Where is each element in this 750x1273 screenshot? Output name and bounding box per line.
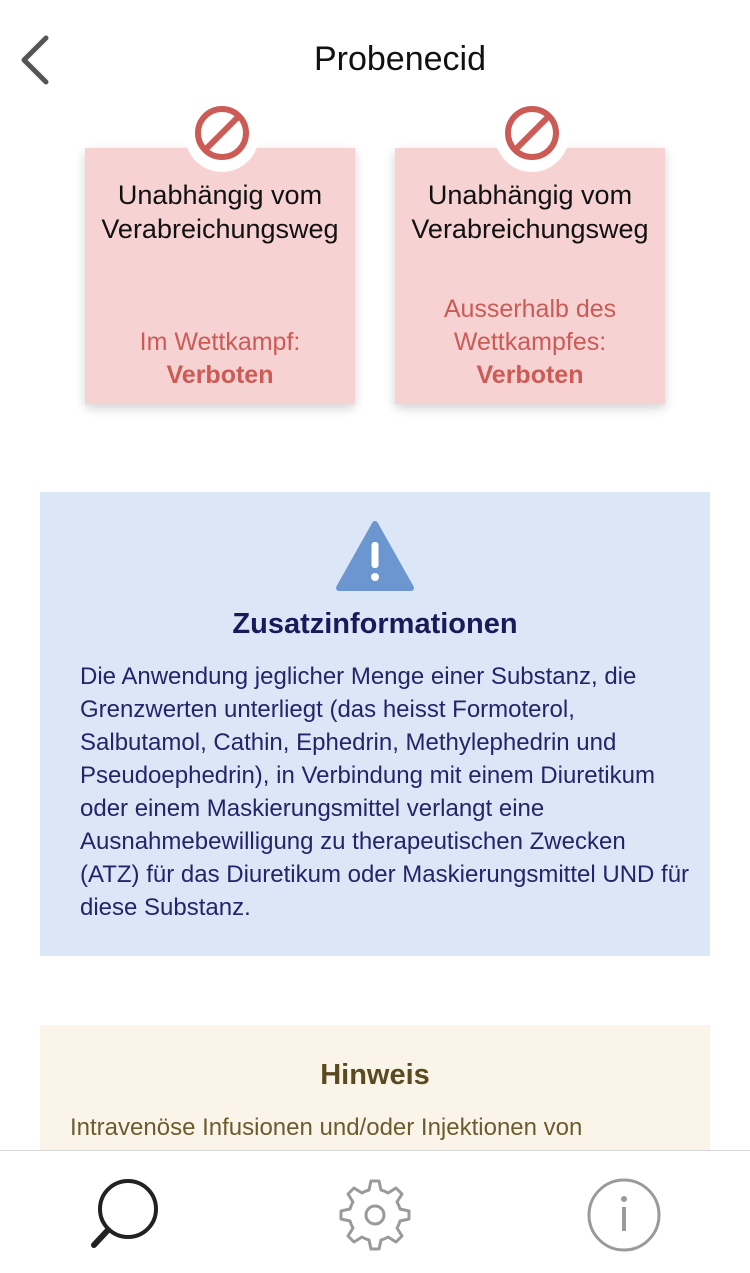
route-label: Unabhängig vom Verabreichungsweg xyxy=(411,180,649,244)
status-card-out-of-competition xyxy=(395,148,665,404)
page-title: Probenecid xyxy=(313,40,486,78)
warning-triangle-icon xyxy=(336,520,414,592)
route-label: Unabhängig vom Verabreichungsweg xyxy=(101,180,339,244)
info-icon xyxy=(584,1175,664,1255)
badge xyxy=(495,98,569,172)
search-icon xyxy=(86,1175,166,1255)
info-text: Die Anwendung jeglicher Menge einer Substanz, die Grenzwerten unterliegt (das heisst Formoterol, Salbutamol, Cathin, Ephedrin, Methylephedrin und Pseudoephedrin), in Verbindung mit einem Diuretikum oder einem Maskierungsmittel verlangt eine Ausnahmebewilligung zu therapeutischen Zwecken (ATZ) für das Diuretikum oder Maskierungsmittel UND für diese Substanz. xyxy=(80,663,690,921)
note-panel xyxy=(40,1025,710,1165)
tab-info[interactable] xyxy=(584,1175,664,1255)
note-text: Intravenöse Infusionen und/oder Injektionen von xyxy=(70,1114,583,1141)
status-value: Verboten xyxy=(476,361,584,389)
status-value: Verboten xyxy=(166,361,274,389)
status-card-in-competition xyxy=(85,148,355,404)
status-label: Im Wettkampf: xyxy=(139,328,301,356)
prohibited-icon xyxy=(193,104,251,162)
tab-settings[interactable] xyxy=(335,1175,415,1255)
info-title: Zusatzinformationen xyxy=(232,608,518,640)
tab-bar xyxy=(0,1150,750,1273)
header xyxy=(0,0,750,120)
prohibited-icon xyxy=(503,104,561,162)
gear-icon xyxy=(335,1175,415,1255)
status-label: Ausserhalb des Wettkampfes: xyxy=(443,295,617,356)
status-text xyxy=(395,293,665,392)
status-text xyxy=(85,326,355,392)
note-title: Hinweis xyxy=(320,1059,430,1091)
badge xyxy=(185,98,259,172)
additional-info-panel xyxy=(40,492,710,956)
tab-search[interactable] xyxy=(86,1175,166,1255)
